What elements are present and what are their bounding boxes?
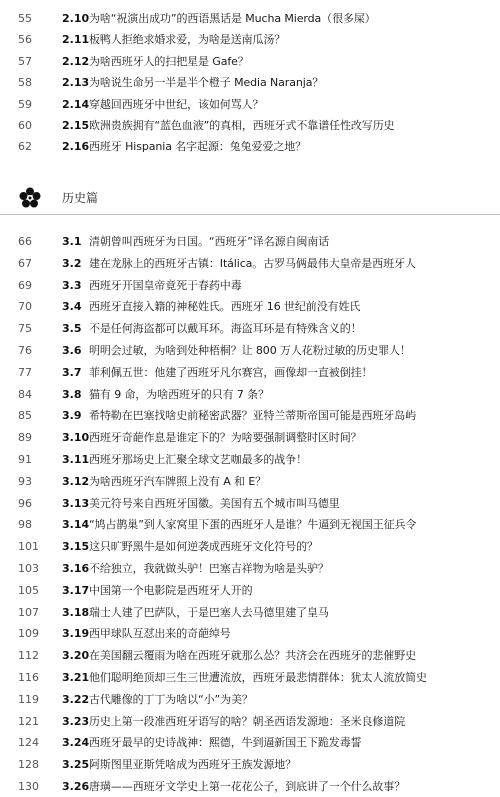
toc-entry[interactable] (0, 51, 500, 72)
toc-entry[interactable] (0, 711, 500, 732)
entry-title: 历史上第一段准西班牙语写的啥？朝圣西语发源地：圣米良修道院 (89, 714, 406, 728)
entry-title: 为啥西班牙汽车牌照上没有 A 和 E？ (89, 474, 267, 488)
entry-title: 穿越回西班牙中世纪，该如何骂人？ (89, 97, 264, 111)
entry-title: 明明会过敏，为啥到处种梧桐？让 800 万人花粉过敏的历史罪人！ (89, 344, 411, 357)
toc-entry[interactable] (0, 754, 500, 775)
toc-entry[interactable] (0, 732, 500, 753)
entry-number: 2.14 (62, 97, 90, 111)
page-number: 89 (18, 431, 32, 445)
page-number: 93 (18, 474, 32, 488)
entry-number: 2.11 (62, 33, 90, 47)
entry-title: 西班牙 Hispania 名字起源：兔兔爱爱之地？ (89, 140, 307, 154)
entry-title: 阿斯图里亚斯凭啥成为西班牙王族发源地？ (89, 758, 297, 772)
entry-title: 菲利佩五世：他建了西班牙凡尔赛宫，画像却一直被倒挂！ (89, 365, 373, 379)
toc-entry[interactable] (0, 645, 500, 666)
entry-number: 2.15 (62, 119, 90, 132)
page-number: 96 (18, 496, 32, 510)
toc-entry[interactable] (0, 8, 500, 29)
toc-entry[interactable] (0, 115, 500, 136)
entry-number: 3.19 (62, 627, 90, 641)
entry-title: 唐璜——西班牙文学史上第一花花公子，到底讲了一个什么故事？ (89, 780, 406, 793)
entry-title: 西班牙那场史上汇聚全球文艺咖最多的战争！ (89, 453, 307, 466)
page-number: 56 (18, 33, 32, 47)
page-number: 109 (18, 627, 39, 641)
toc-entry[interactable] (0, 296, 500, 317)
toc-entry[interactable] (0, 253, 500, 274)
entry-title: 中国第一个电影院是西班牙人开的 (89, 583, 253, 597)
page-number: 75 (18, 322, 32, 336)
entry-number: 3.21 (62, 671, 90, 684)
entry-title: 西班牙奇葩作息是谁定下的？为啥要强制调整时区时间？ (89, 431, 362, 445)
entry-title: 西班牙直接入籍的神秘姓氏。西班牙 16 世纪前没有姓氏 (89, 300, 361, 314)
entry-title: 西班牙最早的史诗战神：熙德，牛到逼新国王下跪发毒誓 (89, 736, 362, 750)
toc-entry[interactable] (0, 689, 500, 710)
page-number: 69 (18, 278, 32, 292)
toc-entry[interactable] (0, 471, 500, 492)
page-number: 66 (18, 235, 32, 248)
toc-entry[interactable] (0, 29, 500, 50)
entry-number: 3.1 (62, 235, 82, 248)
page-number: 98 (18, 518, 32, 532)
entry-number: 3.10 (62, 431, 90, 445)
entry-number: 3.9 (62, 409, 82, 423)
toc-entry[interactable] (0, 449, 500, 470)
page-number: 58 (18, 76, 32, 90)
toc-entry[interactable] (0, 514, 500, 535)
page-number: 128 (18, 758, 39, 772)
entry-title: 建在龙脉上的西班牙古镇：Itálica。古罗马俩最伟大皇帝是西班牙人 (89, 256, 416, 270)
page-number: 107 (18, 605, 39, 619)
toc-entry[interactable] (0, 558, 500, 579)
page-number: 62 (18, 140, 32, 154)
page-number: 130 (18, 780, 39, 793)
entry-title: 为啥说生命另一半是半个橙子 Media Naranja？ (89, 76, 324, 90)
toc-entry[interactable] (0, 340, 500, 361)
page-number: 119 (18, 692, 39, 706)
page-number: 70 (18, 300, 32, 314)
entry-number: 2.10 (62, 12, 90, 25)
entry-number: 3.22 (62, 692, 90, 706)
entry-number: 3.3 (62, 278, 82, 292)
entry-number: 3.24 (62, 736, 90, 750)
page-number: 67 (18, 256, 32, 270)
toc-entry[interactable] (0, 72, 500, 93)
entry-number: 3.8 (62, 387, 82, 401)
page-number: 105 (18, 583, 39, 597)
page-number: 76 (18, 344, 32, 357)
entry-title: 为啥西班牙人的扫把星是 Gafe？ (89, 54, 249, 68)
page-number: 101 (18, 540, 39, 554)
toc-entry[interactable] (0, 667, 500, 688)
entry-number: 3.4 (62, 300, 82, 314)
toc-entry[interactable] (0, 623, 500, 644)
page-number: 59 (18, 97, 32, 111)
entry-number: 3.6 (62, 344, 82, 357)
entry-number: 3.14 (62, 518, 90, 532)
entry-title: 他们聪明绝顶却三生三世遭流放，西班牙最悲情群体：犹太人流放简史 (89, 671, 427, 684)
page-number: 116 (18, 671, 39, 684)
entry-title: 不是任何海盗都可以戴耳环。海盗耳环是有特殊含义的！ (89, 322, 362, 336)
toc-entry[interactable] (0, 602, 500, 623)
entry-title: 这只旷野黑牛是如何逆袭成西班牙文化符号的？ (89, 540, 318, 554)
entry-number: 3.26 (62, 780, 90, 793)
entry-number: 3.17 (62, 583, 90, 597)
entry-title: 瑞士人建了巴萨队，于是巴塞人去马德里建了皇马 (89, 605, 329, 619)
entry-number: 2.13 (62, 76, 90, 90)
toc-entry[interactable] (0, 318, 500, 339)
toc-entry[interactable] (0, 405, 500, 426)
toc-entry[interactable] (0, 275, 500, 296)
entry-title: 清朝曾叫西班牙为日国。“西班牙”译名源自闽南话 (89, 235, 330, 248)
entry-title: 西班牙开国皇帝竟死于春药中毒 (89, 278, 242, 292)
entry-title: 在美国翻云覆雨为啥在西班牙就那么怂？共济会在西班牙的悲催野史 (89, 649, 416, 663)
entry-title: 板鸭人拒绝求婚求爱，为啥是送南瓜汤？ (89, 33, 286, 47)
toc-entry[interactable] (0, 384, 500, 405)
entry-title: 希特勒在巴塞找啥史前秘密武器？亚特兰蒂斯帝国可能是西班牙岛屿 (89, 409, 416, 423)
page-number: 121 (18, 714, 39, 728)
entry-number: 3.12 (62, 474, 90, 488)
page-number: 60 (18, 119, 32, 132)
toc-entry[interactable] (0, 427, 500, 448)
section-title: 历史篇 (62, 191, 99, 205)
entry-number: 3.15 (62, 540, 90, 554)
entry-number: 3.13 (62, 496, 90, 510)
toc-entry[interactable] (0, 493, 500, 514)
toc-entry[interactable] (0, 362, 500, 383)
entry-number: 3.16 (62, 562, 90, 575)
entry-number: 3.2 (62, 256, 82, 270)
page-number: 112 (18, 649, 39, 663)
page-number: 91 (18, 453, 32, 466)
toc-entry[interactable] (0, 231, 500, 252)
page-number: 103 (18, 562, 39, 575)
entry-title: 西甲球队互怼出来的奇葩绰号 (89, 627, 231, 641)
entry-number: 3.11 (62, 453, 90, 466)
page-number: 124 (18, 736, 39, 750)
page-number: 85 (18, 409, 32, 423)
entry-title: 为啥“祝演出成功”的西语黑话是 Mucha Mierda（很多屎） (89, 12, 376, 25)
page-number: 84 (18, 387, 32, 401)
toc-entry[interactable] (0, 580, 500, 601)
entry-number: 3.20 (62, 649, 90, 663)
entry-number: 3.23 (62, 714, 90, 728)
entry-number: 2.12 (62, 54, 90, 68)
toc-entry[interactable] (0, 136, 500, 157)
entry-number: 3.5 (62, 322, 82, 336)
toc-entry[interactable] (0, 536, 500, 557)
entry-title: 美元符号来自西班牙国徽。美国有五个城市叫马德里 (89, 496, 340, 510)
page-number: 77 (18, 365, 32, 379)
page-number: 55 (18, 12, 32, 25)
entry-number: 3.18 (62, 605, 90, 619)
entry-title: 欧洲贵族拥有“蓝色血液”的真相，西班牙式不靠谱任性改写历史 (89, 119, 395, 132)
toc-entry[interactable] (0, 94, 500, 115)
entry-number: 3.25 (62, 758, 90, 772)
entry-number: 3.7 (62, 365, 82, 379)
page-number: 57 (18, 54, 32, 68)
entry-title: 古代雕像的丁丁为啥以“小”为美？ (89, 692, 253, 706)
entry-title: 猫有 9 命，为啥西班牙的只有 7 条？ (89, 387, 269, 401)
entry-title: “鸠占鹊巢”到人家窝里下蛋的西班牙人是谁？牛逼到无视国王征兵令 (89, 518, 417, 532)
entry-title: 不给独立，我就做头驴！巴塞吉祥物为啥是头驴？ (89, 562, 329, 575)
section-header (0, 182, 500, 215)
entry-number: 2.16 (62, 140, 90, 154)
flower-icon (19, 187, 41, 209)
